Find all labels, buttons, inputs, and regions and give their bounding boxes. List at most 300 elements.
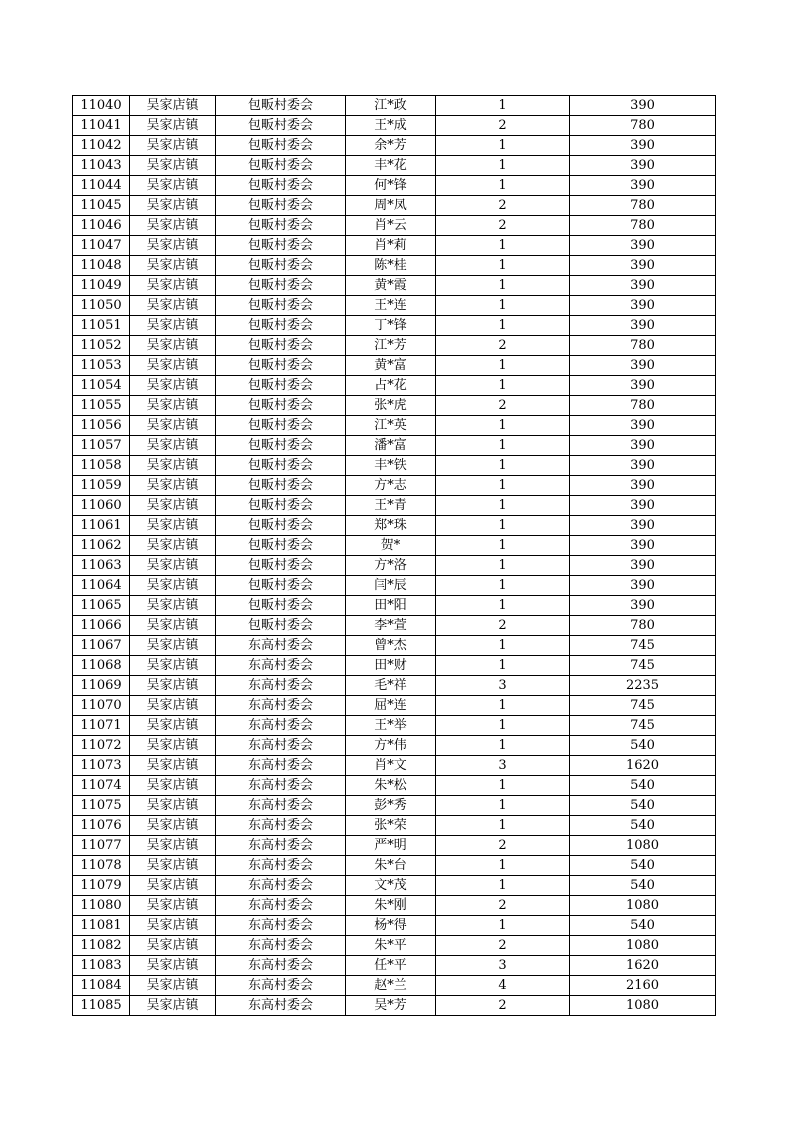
household-count-cell: 1	[436, 516, 570, 536]
household-count-cell: 1	[436, 776, 570, 796]
table-row	[73, 956, 716, 976]
amount-cell: 540	[570, 736, 716, 756]
name-cell: 丰*铁	[346, 456, 436, 476]
table-row	[73, 476, 716, 496]
name-cell: 何*锋	[346, 176, 436, 196]
household-count-cell: 1	[436, 376, 570, 396]
serial-number-cell: 11046	[73, 216, 130, 236]
amount-cell: 540	[570, 816, 716, 836]
amount-cell: 540	[570, 856, 716, 876]
household-count-cell: 2	[436, 196, 570, 216]
serial-number-cell: 11071	[73, 716, 130, 736]
household-count-cell: 1	[436, 716, 570, 736]
household-count-cell: 1	[436, 736, 570, 756]
amount-cell: 540	[570, 796, 716, 816]
table-row	[73, 696, 716, 716]
table-row	[73, 316, 716, 336]
amount-cell: 1620	[570, 956, 716, 976]
amount-cell: 780	[570, 196, 716, 216]
village-committee-cell: 东高村委会	[216, 716, 346, 736]
household-count-cell: 2	[436, 116, 570, 136]
serial-number-cell: 11080	[73, 896, 130, 916]
table-row	[73, 256, 716, 276]
serial-number-cell: 11059	[73, 476, 130, 496]
household-count-cell: 1	[436, 596, 570, 616]
town-cell: 吴家店镇	[130, 476, 216, 496]
table-row	[73, 116, 716, 136]
household-count-cell: 1	[436, 96, 570, 116]
household-count-cell: 1	[436, 856, 570, 876]
name-cell: 朱*刚	[346, 896, 436, 916]
village-committee-cell: 东高村委会	[216, 796, 346, 816]
village-committee-cell: 东高村委会	[216, 916, 346, 936]
amount-cell: 390	[570, 176, 716, 196]
village-committee-cell: 包畈村委会	[216, 176, 346, 196]
town-cell: 吴家店镇	[130, 536, 216, 556]
amount-cell: 1080	[570, 836, 716, 856]
table-row	[73, 456, 716, 476]
town-cell: 吴家店镇	[130, 856, 216, 876]
name-cell: 任*平	[346, 956, 436, 976]
village-committee-cell: 东高村委会	[216, 956, 346, 976]
household-count-cell: 1	[436, 456, 570, 476]
household-count-cell: 1	[436, 796, 570, 816]
town-cell: 吴家店镇	[130, 196, 216, 216]
table-row	[73, 856, 716, 876]
village-committee-cell: 包畈村委会	[216, 396, 346, 416]
serial-number-cell: 11055	[73, 396, 130, 416]
name-cell: 贺*	[346, 536, 436, 556]
town-cell: 吴家店镇	[130, 956, 216, 976]
name-cell: 江*英	[346, 416, 436, 436]
town-cell: 吴家店镇	[130, 976, 216, 996]
household-count-cell: 1	[436, 656, 570, 676]
town-cell: 吴家店镇	[130, 376, 216, 396]
amount-cell: 540	[570, 776, 716, 796]
table-row	[73, 96, 716, 116]
town-cell: 吴家店镇	[130, 456, 216, 476]
town-cell: 吴家店镇	[130, 916, 216, 936]
village-committee-cell: 包畈村委会	[216, 196, 346, 216]
village-committee-cell: 东高村委会	[216, 736, 346, 756]
name-cell: 方*伟	[346, 736, 436, 756]
town-cell: 吴家店镇	[130, 736, 216, 756]
table-row	[73, 176, 716, 196]
table-row	[73, 916, 716, 936]
name-cell: 田*阳	[346, 596, 436, 616]
table-row	[73, 936, 716, 956]
town-cell: 吴家店镇	[130, 396, 216, 416]
town-cell: 吴家店镇	[130, 276, 216, 296]
village-committee-cell: 包畈村委会	[216, 256, 346, 276]
town-cell: 吴家店镇	[130, 616, 216, 636]
village-committee-cell: 东高村委会	[216, 816, 346, 836]
name-cell: 张*虎	[346, 396, 436, 416]
table-row	[73, 276, 716, 296]
village-committee-cell: 包畈村委会	[216, 136, 346, 156]
table-row	[73, 676, 716, 696]
serial-number-cell: 11042	[73, 136, 130, 156]
table-row	[73, 636, 716, 656]
village-committee-cell: 包畈村委会	[216, 476, 346, 496]
village-committee-cell: 包畈村委会	[216, 296, 346, 316]
table-row	[73, 136, 716, 156]
table-row	[73, 336, 716, 356]
amount-cell: 1620	[570, 756, 716, 776]
town-cell: 吴家店镇	[130, 296, 216, 316]
table-row	[73, 776, 716, 796]
serial-number-cell: 11044	[73, 176, 130, 196]
serial-number-cell: 11047	[73, 236, 130, 256]
town-cell: 吴家店镇	[130, 336, 216, 356]
town-cell: 吴家店镇	[130, 596, 216, 616]
household-count-cell: 3	[436, 756, 570, 776]
serial-number-cell: 11045	[73, 196, 130, 216]
table-row	[73, 836, 716, 856]
household-count-cell: 1	[436, 276, 570, 296]
table-row	[73, 516, 716, 536]
town-cell: 吴家店镇	[130, 876, 216, 896]
village-committee-cell: 包畈村委会	[216, 556, 346, 576]
name-cell: 余*芳	[346, 136, 436, 156]
table-row	[73, 216, 716, 236]
name-cell: 王*青	[346, 496, 436, 516]
serial-number-cell: 11064	[73, 576, 130, 596]
name-cell: 田*财	[346, 656, 436, 676]
household-count-cell: 4	[436, 976, 570, 996]
household-count-cell: 2	[436, 396, 570, 416]
amount-cell: 780	[570, 336, 716, 356]
table-row	[73, 436, 716, 456]
village-committee-cell: 东高村委会	[216, 896, 346, 916]
town-cell: 吴家店镇	[130, 576, 216, 596]
amount-cell: 390	[570, 416, 716, 436]
serial-number-cell: 11062	[73, 536, 130, 556]
amount-cell: 780	[570, 616, 716, 636]
household-count-cell: 1	[436, 696, 570, 716]
serial-number-cell: 11084	[73, 976, 130, 996]
household-count-cell: 2	[436, 836, 570, 856]
serial-number-cell: 11082	[73, 936, 130, 956]
name-cell: 丁*锋	[346, 316, 436, 336]
serial-number-cell: 11074	[73, 776, 130, 796]
town-cell: 吴家店镇	[130, 796, 216, 816]
amount-cell: 390	[570, 256, 716, 276]
serial-number-cell: 11065	[73, 596, 130, 616]
amount-cell: 390	[570, 376, 716, 396]
household-count-cell: 1	[436, 156, 570, 176]
amount-cell: 390	[570, 156, 716, 176]
amount-cell: 390	[570, 136, 716, 156]
village-committee-cell: 包畈村委会	[216, 376, 346, 396]
village-committee-cell: 东高村委会	[216, 696, 346, 716]
town-cell: 吴家店镇	[130, 696, 216, 716]
name-cell: 朱*松	[346, 776, 436, 796]
village-committee-cell: 包畈村委会	[216, 536, 346, 556]
serial-number-cell: 11057	[73, 436, 130, 456]
name-cell: 彭*秀	[346, 796, 436, 816]
name-cell: 赵*兰	[346, 976, 436, 996]
town-cell: 吴家店镇	[130, 96, 216, 116]
table-row	[73, 996, 716, 1016]
name-cell: 陈*桂	[346, 256, 436, 276]
table-row	[73, 716, 716, 736]
town-cell: 吴家店镇	[130, 176, 216, 196]
name-cell: 朱*台	[346, 856, 436, 876]
town-cell: 吴家店镇	[130, 656, 216, 676]
serial-number-cell: 11085	[73, 996, 130, 1016]
table-row	[73, 756, 716, 776]
town-cell: 吴家店镇	[130, 816, 216, 836]
name-cell: 江*政	[346, 96, 436, 116]
town-cell: 吴家店镇	[130, 356, 216, 376]
amount-cell: 390	[570, 436, 716, 456]
household-count-cell: 1	[436, 436, 570, 456]
town-cell: 吴家店镇	[130, 676, 216, 696]
amount-cell: 390	[570, 536, 716, 556]
town-cell: 吴家店镇	[130, 416, 216, 436]
serial-number-cell: 11076	[73, 816, 130, 836]
table-row	[73, 156, 716, 176]
household-count-cell: 1	[436, 876, 570, 896]
village-committee-cell: 东高村委会	[216, 996, 346, 1016]
household-count-cell: 2	[436, 896, 570, 916]
amount-cell: 745	[570, 696, 716, 716]
name-cell: 江*芳	[346, 336, 436, 356]
table-row	[73, 656, 716, 676]
name-cell: 吴*芳	[346, 996, 436, 1016]
name-cell: 方*志	[346, 476, 436, 496]
village-committee-cell: 东高村委会	[216, 836, 346, 856]
name-cell: 黄*富	[346, 356, 436, 376]
table-row	[73, 396, 716, 416]
village-committee-cell: 东高村委会	[216, 636, 346, 656]
amount-cell: 2160	[570, 976, 716, 996]
serial-number-cell: 11041	[73, 116, 130, 136]
village-committee-cell: 包畈村委会	[216, 236, 346, 256]
town-cell: 吴家店镇	[130, 116, 216, 136]
name-cell: 王*连	[346, 296, 436, 316]
table-row	[73, 536, 716, 556]
amount-cell: 390	[570, 296, 716, 316]
village-committee-cell: 包畈村委会	[216, 216, 346, 236]
amount-cell: 1080	[570, 936, 716, 956]
town-cell: 吴家店镇	[130, 496, 216, 516]
amount-cell: 390	[570, 516, 716, 536]
serial-number-cell: 11061	[73, 516, 130, 536]
serial-number-cell: 11068	[73, 656, 130, 676]
serial-number-cell: 11049	[73, 276, 130, 296]
household-count-cell: 1	[436, 296, 570, 316]
amount-cell: 390	[570, 276, 716, 296]
name-cell: 杨*得	[346, 916, 436, 936]
serial-number-cell: 11054	[73, 376, 130, 396]
town-cell: 吴家店镇	[130, 776, 216, 796]
name-cell: 肖*云	[346, 216, 436, 236]
village-committee-cell: 包畈村委会	[216, 456, 346, 476]
name-cell: 黄*霞	[346, 276, 436, 296]
household-count-cell: 1	[436, 356, 570, 376]
amount-cell: 2235	[570, 676, 716, 696]
village-committee-cell: 包畈村委会	[216, 336, 346, 356]
serial-number-cell: 11040	[73, 96, 130, 116]
household-count-cell: 3	[436, 956, 570, 976]
table-row	[73, 976, 716, 996]
household-count-cell: 1	[436, 916, 570, 936]
village-committee-cell: 包畈村委会	[216, 616, 346, 636]
town-cell: 吴家店镇	[130, 436, 216, 456]
amount-cell: 390	[570, 316, 716, 336]
household-count-cell: 1	[436, 636, 570, 656]
town-cell: 吴家店镇	[130, 516, 216, 536]
table-row	[73, 736, 716, 756]
village-committee-cell: 东高村委会	[216, 656, 346, 676]
amount-cell: 390	[570, 596, 716, 616]
table-row	[73, 876, 716, 896]
serial-number-cell: 11075	[73, 796, 130, 816]
amount-cell: 390	[570, 556, 716, 576]
name-cell: 王*举	[346, 716, 436, 736]
serial-number-cell: 11067	[73, 636, 130, 656]
serial-number-cell: 11081	[73, 916, 130, 936]
serial-number-cell: 11066	[73, 616, 130, 636]
serial-number-cell: 11043	[73, 156, 130, 176]
serial-number-cell: 11078	[73, 856, 130, 876]
town-cell: 吴家店镇	[130, 716, 216, 736]
town-cell: 吴家店镇	[130, 236, 216, 256]
name-cell: 文*茂	[346, 876, 436, 896]
name-cell: 严*明	[346, 836, 436, 856]
village-committee-cell: 包畈村委会	[216, 576, 346, 596]
serial-number-cell: 11056	[73, 416, 130, 436]
table-row	[73, 196, 716, 216]
table-row	[73, 556, 716, 576]
village-committee-cell: 包畈村委会	[216, 496, 346, 516]
name-cell: 方*洛	[346, 556, 436, 576]
household-count-cell: 1	[436, 576, 570, 596]
serial-number-cell: 11073	[73, 756, 130, 776]
amount-cell: 390	[570, 476, 716, 496]
town-cell: 吴家店镇	[130, 996, 216, 1016]
name-cell: 占*花	[346, 376, 436, 396]
household-count-cell: 2	[436, 936, 570, 956]
amount-cell: 745	[570, 716, 716, 736]
amount-cell: 390	[570, 456, 716, 476]
amount-cell: 1080	[570, 996, 716, 1016]
serial-number-cell: 11052	[73, 336, 130, 356]
household-count-cell: 2	[436, 616, 570, 636]
serial-number-cell: 11051	[73, 316, 130, 336]
table-row	[73, 356, 716, 376]
serial-number-cell: 11070	[73, 696, 130, 716]
table-row	[73, 496, 716, 516]
name-cell: 毛*祥	[346, 676, 436, 696]
household-count-cell: 1	[436, 256, 570, 276]
town-cell: 吴家店镇	[130, 836, 216, 856]
table-row	[73, 896, 716, 916]
amount-cell: 390	[570, 96, 716, 116]
household-count-cell: 1	[436, 416, 570, 436]
household-count-cell: 1	[436, 316, 570, 336]
amount-cell: 540	[570, 916, 716, 936]
village-committee-cell: 包畈村委会	[216, 156, 346, 176]
village-committee-cell: 包畈村委会	[216, 516, 346, 536]
amount-cell: 780	[570, 396, 716, 416]
name-cell: 闫*辰	[346, 576, 436, 596]
town-cell: 吴家店镇	[130, 756, 216, 776]
town-cell: 吴家店镇	[130, 896, 216, 916]
amount-cell: 390	[570, 496, 716, 516]
data-table	[72, 95, 716, 1016]
table-row	[73, 296, 716, 316]
village-committee-cell: 包畈村委会	[216, 416, 346, 436]
name-cell: 潘*富	[346, 436, 436, 456]
name-cell: 周*凤	[346, 196, 436, 216]
amount-cell: 745	[570, 656, 716, 676]
town-cell: 吴家店镇	[130, 136, 216, 156]
village-committee-cell: 包畈村委会	[216, 436, 346, 456]
table-row	[73, 416, 716, 436]
name-cell: 郑*珠	[346, 516, 436, 536]
amount-cell: 390	[570, 236, 716, 256]
town-cell: 吴家店镇	[130, 316, 216, 336]
village-committee-cell: 包畈村委会	[216, 116, 346, 136]
serial-number-cell: 11053	[73, 356, 130, 376]
household-count-cell: 1	[436, 816, 570, 836]
household-count-cell: 1	[436, 176, 570, 196]
name-cell: 肖*文	[346, 756, 436, 776]
name-cell: 王*成	[346, 116, 436, 136]
town-cell: 吴家店镇	[130, 636, 216, 656]
name-cell: 张*荣	[346, 816, 436, 836]
table-row	[73, 616, 716, 636]
village-committee-cell: 东高村委会	[216, 676, 346, 696]
amount-cell: 390	[570, 356, 716, 376]
village-committee-cell: 东高村委会	[216, 936, 346, 956]
town-cell: 吴家店镇	[130, 936, 216, 956]
serial-number-cell: 11077	[73, 836, 130, 856]
amount-cell: 540	[570, 876, 716, 896]
village-committee-cell: 包畈村委会	[216, 596, 346, 616]
village-committee-cell: 包畈村委会	[216, 96, 346, 116]
household-count-cell: 1	[436, 496, 570, 516]
amount-cell: 390	[570, 576, 716, 596]
serial-number-cell: 11069	[73, 676, 130, 696]
town-cell: 吴家店镇	[130, 216, 216, 236]
household-count-cell: 1	[436, 476, 570, 496]
household-count-cell: 1	[436, 136, 570, 156]
name-cell: 曾*杰	[346, 636, 436, 656]
village-committee-cell: 东高村委会	[216, 776, 346, 796]
household-count-cell: 1	[436, 536, 570, 556]
table-row	[73, 796, 716, 816]
household-count-cell: 2	[436, 996, 570, 1016]
serial-number-cell: 11063	[73, 556, 130, 576]
amount-cell: 780	[570, 216, 716, 236]
table-row	[73, 576, 716, 596]
table-row	[73, 816, 716, 836]
village-committee-cell: 东高村委会	[216, 976, 346, 996]
village-committee-cell: 包畈村委会	[216, 356, 346, 376]
household-count-cell: 2	[436, 216, 570, 236]
household-count-cell: 1	[436, 556, 570, 576]
serial-number-cell: 11048	[73, 256, 130, 276]
household-count-cell: 3	[436, 676, 570, 696]
name-cell: 屈*连	[346, 696, 436, 716]
village-committee-cell: 包畈村委会	[216, 276, 346, 296]
town-cell: 吴家店镇	[130, 556, 216, 576]
serial-number-cell: 11079	[73, 876, 130, 896]
